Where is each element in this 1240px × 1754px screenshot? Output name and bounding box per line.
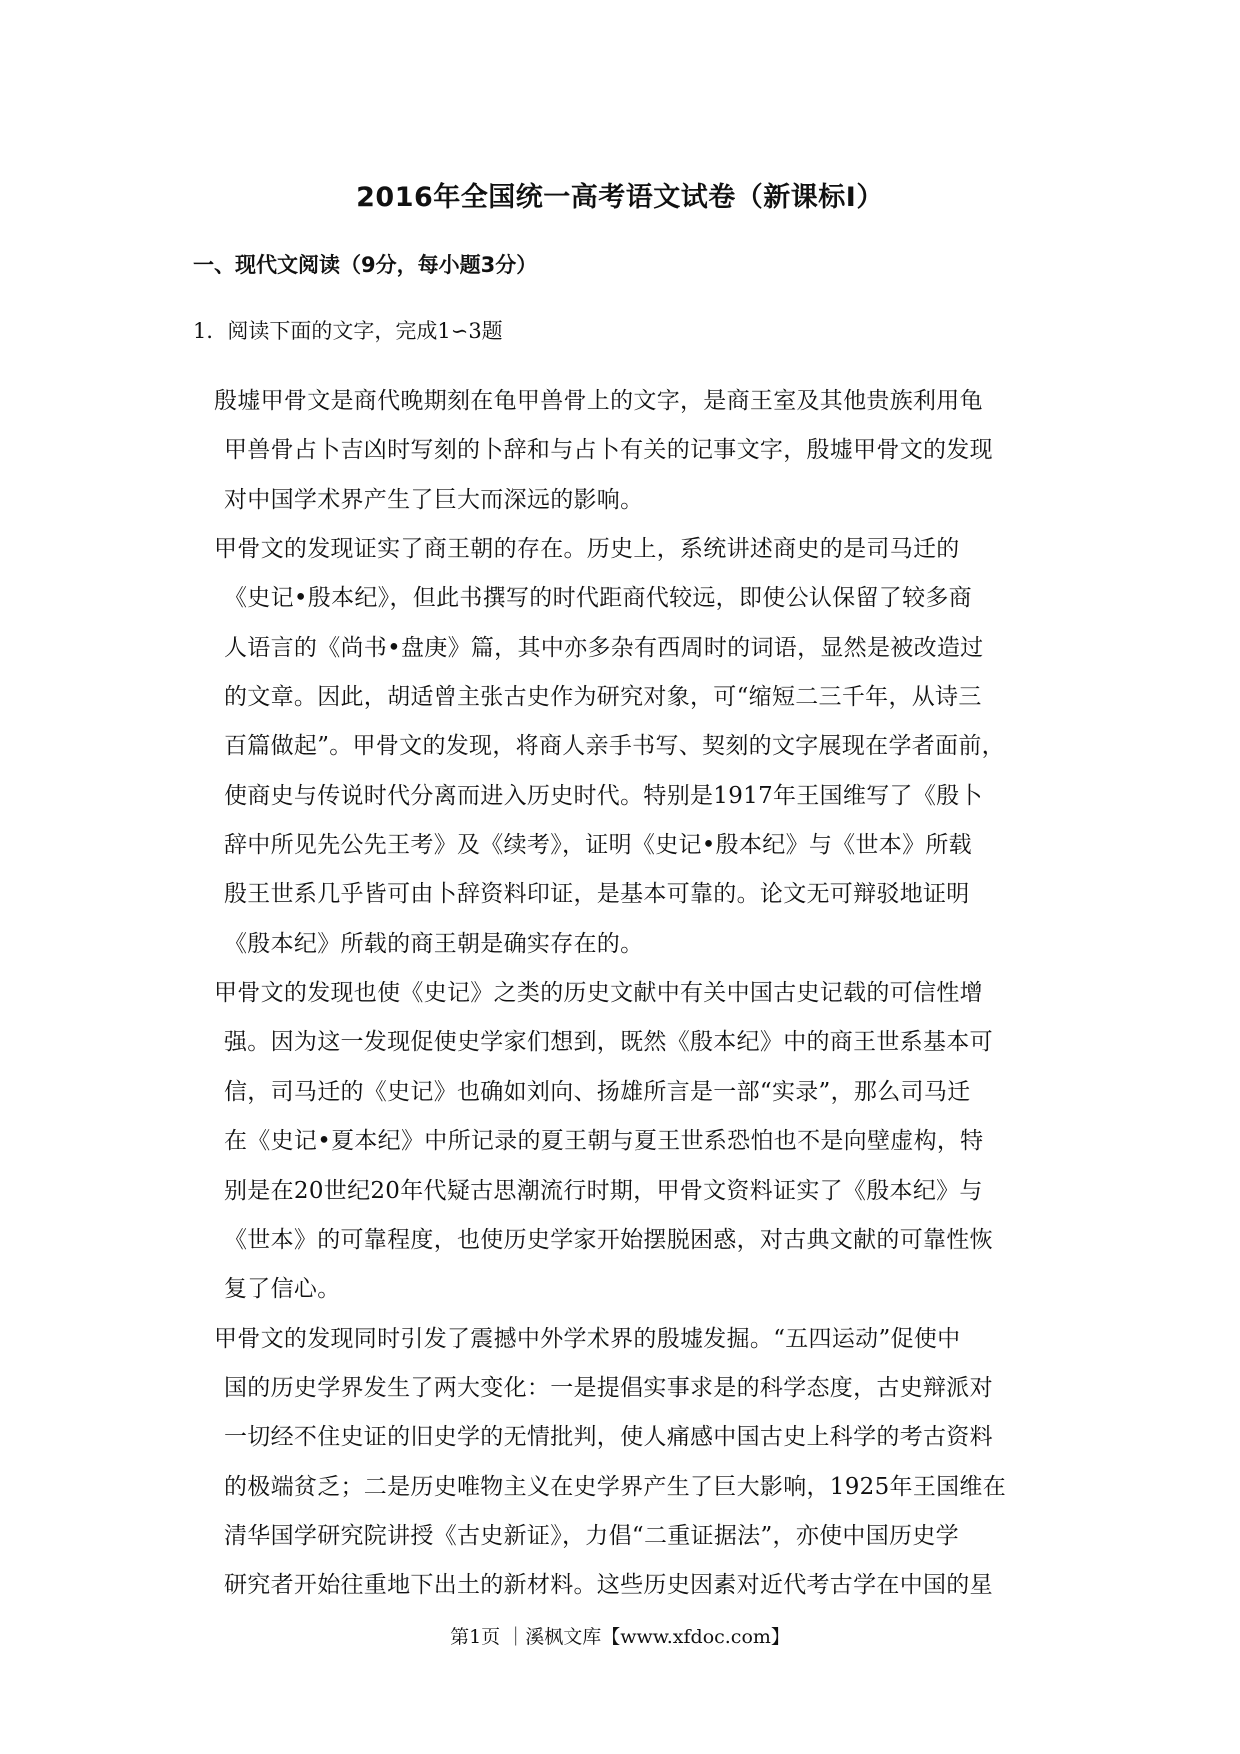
passage-line: 清华国学研究院讲授《古史新证》，力倡“二重证据法”，亦使中国历史学 xyxy=(224,1522,959,1549)
document-title: 2016年全国统一高考语文试卷（新课标Ⅰ） xyxy=(356,182,884,213)
page-footer: 第1页 ｜溪枫文库【www.xfdoc.com】 xyxy=(450,1626,790,1648)
passage-line: 国的历史学界发生了两大变化：一是提倡实事求是的科学态度，古史辩派对 xyxy=(224,1374,993,1401)
passage-line: 在《史记•夏本纪》中所记录的夏王朝与夏王世系恐怕也不是向壁虚构，特 xyxy=(224,1128,984,1155)
passage-line: 对中国学术界产生了巨大而深远的影响。 xyxy=(224,486,644,513)
passage-line: 甲骨文的发现证实了商王朝的存在。历史上，系统讲述商史的是司马迁的 xyxy=(214,536,960,563)
reading-passage xyxy=(214,377,1054,1611)
passage-line: 一切经不住史证的旧史学的无情批判，使人痛感中国古史上科学的考古资料 xyxy=(224,1424,993,1451)
passage-line: 人语言的《尚书•盘庚》篇，其中亦多杂有西周时的词语，显然是被改造过 xyxy=(224,634,984,661)
passage-line: 强。因为这一发现促使史学家们想到，既然《殷本纪》中的商王世系基本可 xyxy=(224,1029,993,1056)
passage-line: 研究者开始往重地下出土的新材料。这些历史因素对近代考古学在中国的星 xyxy=(224,1572,993,1599)
passage-line: 的文章。因此，胡适曾主张古史作为研究对象，可“缩短二三千年，从诗三 xyxy=(224,684,982,711)
section-heading: 一、现代文阅读（9分，每小题3分） xyxy=(193,253,538,277)
passage-line: 殷墟甲骨文是商代晚期刻在龟甲兽骨上的文字，是商王室及其他贵族利用龟 xyxy=(214,388,983,414)
passage-line: 甲兽骨占卜吉凶时写刻的卜辞和与占卜有关的记事文字，殷墟甲骨文的发现 xyxy=(224,437,993,464)
passage-line: 甲骨文的发现也使《史记》之类的历史文献中有关中国古史记载的可信性增 xyxy=(214,980,983,1007)
passage-line: 《殷本纪》所载的商王朝是确实存在的。 xyxy=(224,930,644,957)
passage-line: 的极端贫乏；二是历史唯物主义在史学界产生了巨大影响，1925年王国维在 xyxy=(224,1473,1007,1500)
passage-line: 甲骨文的发现同时引发了震撼中外学术界的殷墟发掘。“五四运动”促使中 xyxy=(214,1325,961,1352)
passage-line: 百篇做起”。甲骨文的发现，将商人亲手书写、契刻的文字展现在学者面前， xyxy=(224,733,1005,760)
passage-line: 殷王世系几乎皆可由卜辞资料印证，是基本可靠的。论文无可辩驳地证明 xyxy=(224,881,970,908)
question-prompt: 1．阅读下面的文字，完成1∽3题 xyxy=(193,319,503,343)
passage-line: 别是在20世纪20年代疑古思潮流行时期，甲骨文资料证实了《殷本纪》与 xyxy=(224,1177,983,1204)
passage-line: 辞中所见先公先王考》及《续考》，证明《史记•殷本纪》与《世本》所载 xyxy=(224,832,972,859)
passage-line: 《世本》的可靠程度，也使历史学家开始摆脱困惑，对古典文献的可靠性恢 xyxy=(224,1226,993,1253)
passage-line: 《史记•殷本纪》，但此书撰写的时代距商代较远，即使公认保留了较多商 xyxy=(224,585,972,612)
passage-line: 复了信心。 xyxy=(224,1276,341,1303)
passage-line: 信，司马迁的《史记》也确如刘向、扬雄所言是一部“实录”，那么司马迁 xyxy=(224,1078,971,1105)
passage-line: 使商史与传说时代分离而进入历史时代。特别是1917年王国维写了《殷卜 xyxy=(224,782,983,809)
